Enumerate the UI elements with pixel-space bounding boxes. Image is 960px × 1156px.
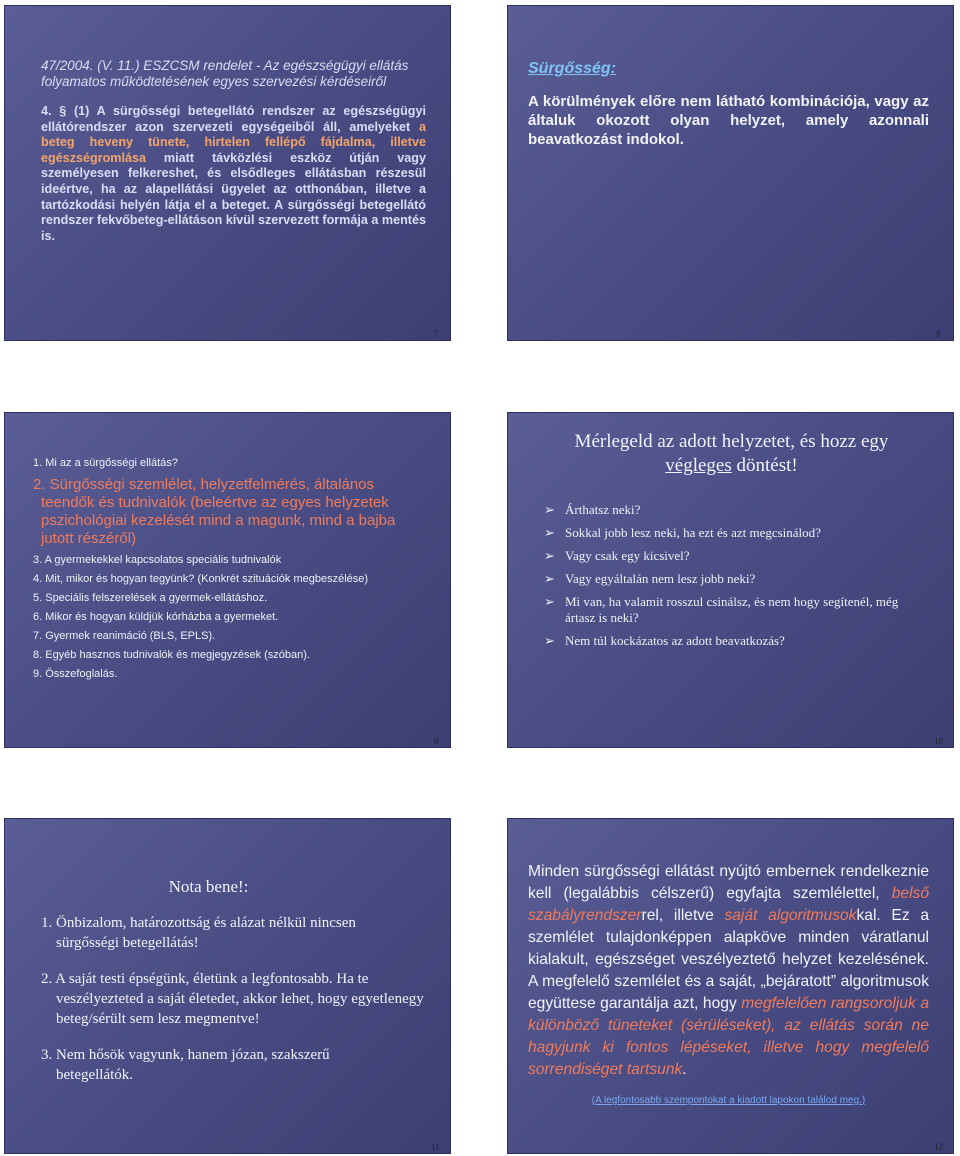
agenda-item-highlighted xyxy=(33,476,426,548)
slide-title-part-1: Mérlegeld az adott helyzetet, és hozz egy xyxy=(574,431,889,452)
arrow-bullet-icon: ➢ xyxy=(544,548,555,563)
question-text: Vagy egyáltalán nem lesz jobb neki? xyxy=(565,571,756,586)
regulation-text-part-1: (1) A sürgősségi betegellátó rendszer az egészségügyi ellátórendszer azon szervezeti egységeiből áll, amelyeket xyxy=(41,104,426,134)
question-text: Sokkal jobb lesz neki, ha ezt és azt megcsinálod? xyxy=(565,525,821,540)
agenda-item-highlighted-rest: teendők és tudnivalók (beleértve az egyes helyzetek pszichológiai kezelését mind a magunk, mind a bajba jutott részéről) xyxy=(41,494,396,547)
definition-text: A körülmények előre nem látható kombinációja, vagy az általuk okozott olyan helyzet, amely azonnali beavatkozást indokol. xyxy=(528,93,929,148)
agenda-item: 9. Összefoglalás. xyxy=(33,668,118,680)
question-text: Mi van, ha valamit rosszul csinálsz, és nem hogy segítenél, még ártasz is neki? xyxy=(565,594,899,625)
text-part: . xyxy=(682,1061,687,1078)
slide-title: Sürgősség: xyxy=(528,60,617,77)
slide-number-9: 9 xyxy=(434,736,439,746)
slide-number-12: 12 xyxy=(934,1142,943,1152)
slide-title-underlined: végleges xyxy=(665,455,732,476)
agenda-item: 7. Gyermek reanimáció (BLS, EPLS). xyxy=(33,630,216,642)
arrow-bullet-icon: ➢ xyxy=(544,502,555,517)
nota-bene-point xyxy=(41,913,426,953)
arrow-bullet-icon: ➢ xyxy=(544,633,555,648)
question-text: Vagy csak egy kicsivel? xyxy=(565,548,690,563)
arrow-bullet-icon: ➢ xyxy=(544,525,555,540)
slide-12 xyxy=(507,818,954,1154)
question-text: Nem túl kockázatos az adott beavatkozás? xyxy=(565,633,785,648)
arrow-bullet-icon: ➢ xyxy=(544,594,555,609)
point-continuation: sürgősségi betegellátás! xyxy=(56,935,199,951)
slide-number-8: 8 xyxy=(936,329,941,339)
text-part: Minden sürgősségi ellátást nyújtó embernek rendelkeznie kell (legalábbis célszerű) egyfajta szemlélettel, xyxy=(528,863,929,902)
principle-text xyxy=(528,861,929,1081)
point-continuation: veszélyezteted a saját életedet, akkor lehet, hogy egyetlenegy beteg/sérült sem lesz megmentve! xyxy=(56,991,424,1027)
slide-title: Nota bene!: xyxy=(168,877,249,896)
nota-bene-point xyxy=(41,1045,426,1085)
point-first-line: 2. A saját testi épségünk, életünk a legfontosabb. Ha te xyxy=(41,971,369,987)
question-item xyxy=(544,502,929,518)
question-item xyxy=(544,548,929,564)
agenda-item: 1. Mi az a sürgősségi ellátás? xyxy=(33,457,178,469)
slide-number-7: 7 xyxy=(434,329,439,339)
slide-number-11: 11 xyxy=(431,1142,440,1152)
highlighted-term: belső szabályrendszer xyxy=(528,885,929,924)
highlighted-term: saját algoritmusok xyxy=(724,907,857,924)
slide-title xyxy=(544,430,929,478)
agenda-item-highlighted-first-line: 2. Sürgősségi szemlélet, helyzetfelmérés, általános xyxy=(33,476,375,493)
agenda-item: 6. Mikor és hogyan küldjük kórházba a gyermeket. xyxy=(33,611,279,623)
agenda-item: 8. Egyéb hasznos tudnivalók és megjegyzések (szóban). xyxy=(33,649,310,661)
question-item xyxy=(544,525,929,541)
regulation-text-part-2: miatt távközlési eszköz útján vagy személyesen felkereshet, és elsődleges ellátásban részesül ideértve, ha az alapellátási ügyelet az otthonában, illetve a tartózkodási helyén látja el a beteget. A sürgősségi betegellátó rendszer fekvőbeteg-ellátáson kívül szervezett formája a mentés is. xyxy=(41,150,426,243)
slide-8 xyxy=(507,5,954,341)
question-item xyxy=(544,594,929,626)
slide-11 xyxy=(4,818,451,1154)
slide-title-part-3: döntést! xyxy=(731,455,798,476)
text-part: kal. Ez a szemlélet tulajdonképpen alapköve minden váratlanul kialakult, egészséget veszélyeztető helyzet kezelésének. A megfelelő szemlélet és a saját, „bejáratott” algoritmusok együttese garantálja azt, hogy xyxy=(528,907,929,1012)
agenda-item: 3. A gyermekekkel kapcsolatos speciális tudnivalók xyxy=(33,554,282,566)
arrow-bullet-icon: ➢ xyxy=(544,571,555,586)
regulation-header: 47/2004. (V. 11.) ESZCSM rendelet - Az egészségügyi ellátás folyamatos működtetésének egyes szervezési kérdéseiről xyxy=(41,58,409,89)
agenda-item: 4. Mit, mikor és hogyan tegyünk? (Konkrét szituációk megbeszélése) xyxy=(33,573,369,585)
question-item xyxy=(544,633,929,649)
slide-7 xyxy=(4,5,451,341)
section-mark: 4. § xyxy=(41,104,67,118)
point-first-line: 3. Nem hősök vagyunk, hanem józan, szakszerű xyxy=(41,1047,330,1063)
regulation-highlight: a beteg heveny tünete, hirtelen fellépő fájdalma, illetve egészségromlása xyxy=(41,119,426,165)
highlighted-term: megfelelően rangsoroljuk a különböző tüneteket (sérüléseket), az ellátás során ne hagyjunk ki fontos lépéseket, illetve hogy megfelelő sorrendiséget tartsunk xyxy=(528,995,929,1078)
handout-note: (A legfontosabb szempontokat a kiadott lapokon találod meg.) xyxy=(591,1095,866,1106)
text-part: rel, illetve xyxy=(641,907,725,924)
question-list xyxy=(544,502,929,649)
question-item xyxy=(544,571,929,587)
question-text: Árthatsz neki? xyxy=(565,502,641,517)
point-first-line: 1. Önbizalom, határozottság és alázat nélkül nincsen xyxy=(41,915,356,931)
slide-9 xyxy=(4,412,451,748)
agenda-item: 5. Speciális felszerelések a gyermek-ellátáshoz. xyxy=(33,592,268,604)
regulation-text xyxy=(41,104,426,244)
point-continuation: betegellátók. xyxy=(56,1067,134,1083)
slide-10 xyxy=(507,412,954,748)
nota-bene-point xyxy=(41,969,426,1029)
slide-number-10: 10 xyxy=(934,736,943,746)
